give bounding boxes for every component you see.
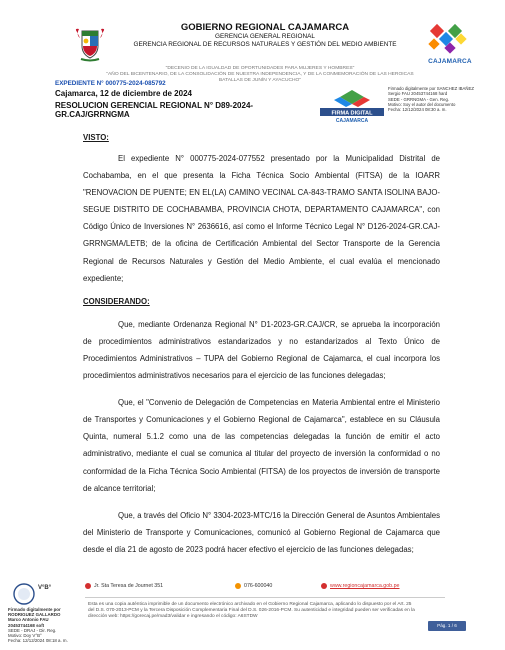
signature-line: Fecha: 12/12/2024 08:30 a. m. <box>388 107 447 113</box>
web-icon <box>321 583 327 589</box>
vb-seal-icon <box>10 583 38 605</box>
footer-note: Esta es una copia auténtica imprimible de un documento electrónico archivado en el Gobierno Regional Cajamarca, aplicando lo dispuesto por el Art. 25 del D.S. 070-2013-PCM y la Tercera Disposición Complementaria Final del D.S. 026-2016-PCM. Su autenticidad e integridad pueden ser verificadas en la dirección web: https://gorecaj.pe/mad3/validar e ingresando el código: A6STDW <box>88 602 415 619</box>
peru-coat-of-arms-icon <box>73 26 107 62</box>
signature-line: Motivo: Soy el autor del documento <box>388 101 456 107</box>
approval-line: SEDE - DRAJ - Dir. Reg. <box>8 627 57 633</box>
visto-paragraph: El expediente N° 000775-2024-077552 presentado por la Municipalidad Distrital de Cochabamba, en el que presenta la Ficha Técnica Socio Ambiental (FITSA) de la IOARR "RENOVACION DE PUENTE; EN EL(LA) CAMINO VECINAL CA-843-TRAMO SANTA ISOLINA BAJO-SEGUE DISTRITO DE COCHABAMBA, PROVINCIA CHOTA, DEPARTAMENTO CAJAMARCA", con Código Único de Inversiones N° 2636616, así como el Informe Técnico Legal N° D126-2024-GR.CAJ-GRRNGMA/LETB; de la oficina de Certificación Ambiental del Sector Transporte de la Gerencia Regional de Recursos Naturales y Gestión del Medio Ambiente, el cual evalúa el mencionado expediente; <box>83 154 440 283</box>
location-icon <box>85 583 91 589</box>
header-block <box>115 22 415 49</box>
approval-line: Motivo: Doy V°B° <box>8 633 42 639</box>
phone-icon <box>235 583 241 589</box>
resolution-number: RESOLUCION GERENCIAL REGIONAL N° D89-2024-GR.CAJ/GRRNGMA <box>55 101 254 119</box>
department-title: GERENCIA REGIONAL DE RECURSOS NATURALES Y GESTIÓN DEL MEDIO AMBIENTE <box>133 41 397 48</box>
footer-contact-line <box>85 581 445 593</box>
approval-line: Marco Antonio FAU <box>8 617 49 623</box>
footer <box>0 575 505 650</box>
footer-address: Jr. Sta Teresa de Journet 351 <box>94 583 164 589</box>
document-date: Cajamarca, 12 de diciembre de 2024 <box>55 89 192 98</box>
document-body <box>83 133 440 558</box>
considerando-paragraph-1: Que, mediante Ordenanza Regional N° D1-2023-GR.CAJ/CR, se aprueba la incorporación de procedimientos administrativos estandarizados y no estandarizados al Texto Único de Procedimientos Administrativos – TUPA del Gobierno Regional de Cajamarca, el cual incorpora los procedimientos administrativos necesarios para el ejercicio de las funciones delegadas; <box>83 319 440 381</box>
approval-line: RODRIGUEZ GALLARDO <box>8 612 61 618</box>
approval-signature <box>8 607 84 643</box>
signature-line: Firmado digitalmente por SANCHEZ IBAÑEZ <box>388 86 474 91</box>
stamp-brand: CAJAMARCA <box>335 118 369 124</box>
motto-line-1: "DECENIO DE LA IGUALDAD DE OPORTUNIDADES PARA MUJERES Y HOMBRES" <box>165 66 355 71</box>
digital-signature-stamp-icon <box>320 88 384 124</box>
page-number-badge: Pág. 1 / 6 <box>428 621 466 631</box>
footer-phone: 076-600040 <box>244 583 273 589</box>
approval-line: 20453744168 soft <box>8 622 45 628</box>
approval-line: Firmado digitalmente por <box>8 607 61 612</box>
signature-details <box>388 86 488 112</box>
sub-title: GERENCIA GENERAL REGIONAL <box>215 33 315 40</box>
org-title: GOBIERNO REGIONAL CAJAMARCA <box>180 22 350 33</box>
expediente-number: EXPEDIENTE N° 000775-2024-085792 <box>55 80 166 87</box>
signature-line: Sergio FAU 20453744168 hard <box>388 91 448 97</box>
considerando-heading: CONSIDERANDO: <box>83 296 150 306</box>
considerando-paragraph-2: Que, el "Convenio de Delegación de Competencias en Materia Ambiental entre el Ministerio de Transportes y Comunicaciones y el Gobierno Regional de Cajamarca", establece en su Cláusula Quinta, numeral 5.1.2 como una de las competencias delegadas la función de emitir el acto administrativo, mediante el cual se comunica al titular del proyecto de inversión la conformidad o no conformidad de la Ficha Técnica Socio Ambiental (FITSA) de los proyectos de inversión de transporte de alcance territorial; <box>83 398 440 493</box>
motto-line-2: "AÑO DEL BICENTENARIO, DE LA CONSOLIDACIÓN DE NUESTRA INDEPENDENCIA, Y DE LA CONMEMORACIÓN DE LAS HEROICAS BATALLAS DE JUNÍN Y AYACUCHO" <box>106 72 414 83</box>
footer-website[interactable]: www.regioncajamarca.gob.pe <box>330 583 400 589</box>
considerando-paragraph-3: Que, a través del Oficio N° 3304-2023-MTC/16 la Dirección General de Asuntos Ambientales del Ministerio de Transporte y Comunicaciones, comunicó al Gobierno Regional de Cajamarca que desde el día 21 de agosto de 2023 podrá hacer efectivo el ejercicio de las funciones delegadas; <box>83 510 440 554</box>
brand-name: CAJAMARCA <box>428 58 472 65</box>
vb-badge: V°B° <box>38 585 52 591</box>
footer-divider <box>85 597 445 598</box>
document-meta <box>55 80 295 119</box>
approval-line: Fecha: 12/12/2024 08:18 a. m. <box>8 638 68 644</box>
stamp-title: FIRMA DIGITAL <box>331 110 373 117</box>
visto-heading: VISTO: <box>83 133 109 142</box>
signature-line: SEDE - GRRNGMA - Gen. Reg. <box>388 96 450 102</box>
